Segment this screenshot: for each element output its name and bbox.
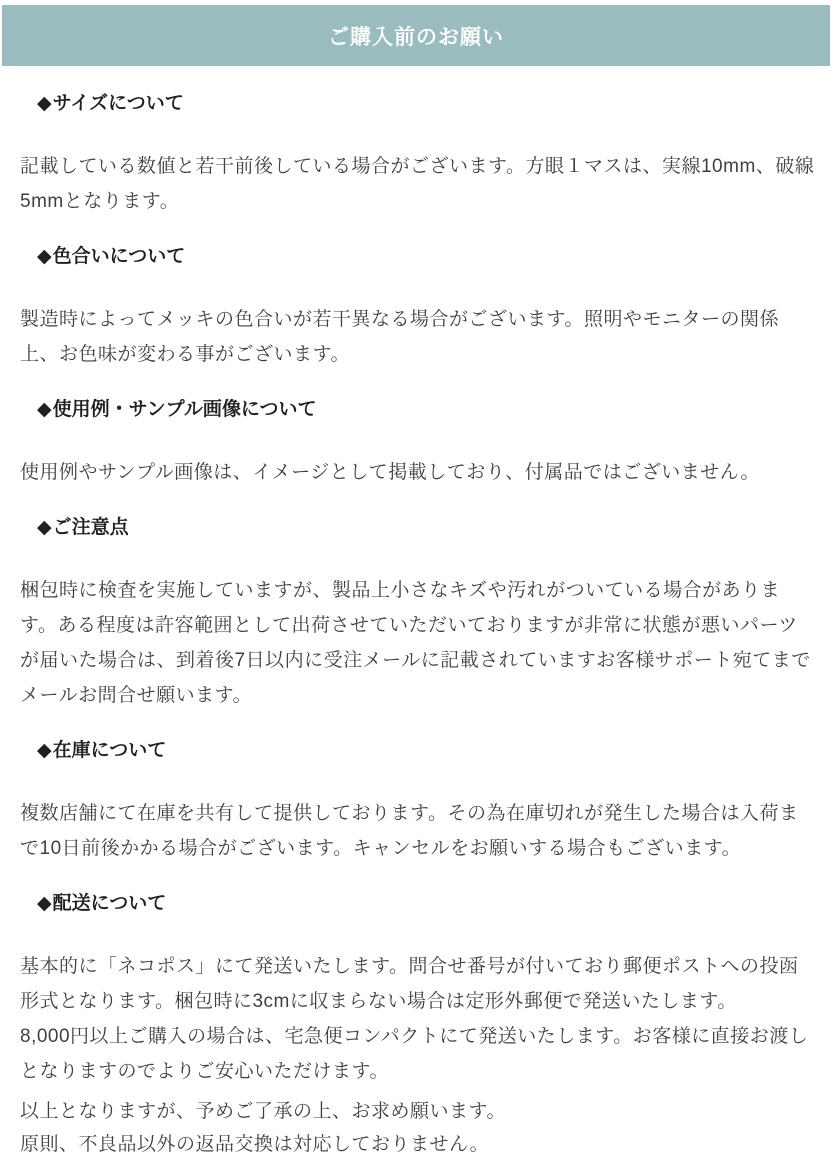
section-heading-shipping [37, 893, 837, 915]
shipping-body-line-1: 基本的に「ネコポス」にて発送いたします。問合せ番号が付いており郵便ポストへの投函形式となります。梱包時に3cmに収まらない場合は定形外郵便で発送いたします。 [20, 956, 799, 1012]
section-heading-text: 色合いについて [52, 246, 186, 267]
section-heading-text: ご注意点 [52, 517, 129, 538]
diamond-bullet-icon: ◆ [37, 93, 52, 114]
section-heading-stock [37, 740, 837, 762]
notice-title: ご購入前のお願い [328, 25, 504, 49]
section-caution [0, 517, 837, 713]
diamond-bullet-icon: ◆ [37, 517, 52, 538]
section-body-caution: 梱包時に検査を実施していますが、製品上小さなキズや汚れがついている場合があります。ある程度は許容範囲として出荷させていただいておりますが非常に状態が悪いパーツが届いた場合は、到着後7日以内に受注メールに記載されていますお客様サポート宛てまでメールお問合せ願います。 [20, 580, 811, 706]
diamond-bullet-icon: ◆ [37, 893, 52, 914]
section-color [0, 246, 837, 372]
section-body-sample-images: 使用例やサンプル画像は、イメージとして掲載しており、付属品ではございません。 [20, 462, 760, 483]
notice-header-bar [2, 5, 830, 66]
section-body-color: 製造時によってメッキの色合いが若干異なる場合がございます。照明やモニターの関係上、お色味が変わる事がございます。 [20, 309, 779, 365]
closing-line-2: 原則、不良品以外の返品交換は対応しておりません。 [20, 1134, 490, 1155]
diamond-bullet-icon: ◆ [37, 740, 52, 761]
closing-note [20, 1095, 815, 1161]
section-heading-color [37, 246, 837, 268]
section-heading-size [37, 93, 837, 115]
section-heading-sample-images [37, 399, 837, 421]
section-shipping [0, 893, 837, 1089]
section-stock [0, 740, 837, 866]
section-heading-caution [37, 517, 837, 539]
section-heading-text: 使用例・サンプル画像について [52, 399, 317, 420]
diamond-bullet-icon: ◆ [37, 246, 52, 267]
shipping-body-line-2: 8,000円以上ご購入の場合は、宅急便コンパクトにて発送いたします。お客様に直接お渡しとなりますのでよりご安心いただけます。 [20, 1026, 809, 1082]
closing-line-1: 以上となりますが、予めご了承の上、お求め願います。 [20, 1101, 506, 1122]
section-size [0, 93, 837, 219]
section-sample-images [0, 399, 837, 490]
section-heading-text: サイズについて [52, 93, 184, 114]
section-heading-text: 在庫について [52, 740, 167, 761]
section-body-stock: 複数店舗にて在庫を共有して提供しております。その為在庫切れが発生した場合は入荷まで10日前後かかる場合がございます。キャンセルをお願いする場合もございます。 [20, 803, 799, 859]
section-body-shipping [20, 949, 815, 1089]
section-heading-text: 配送について [52, 893, 167, 914]
diamond-bullet-icon: ◆ [37, 399, 52, 420]
section-body-size: 記載している数値と若干前後している場合がございます。方眼１マスは、実線10mm、破線5mmとなります。 [20, 156, 815, 212]
